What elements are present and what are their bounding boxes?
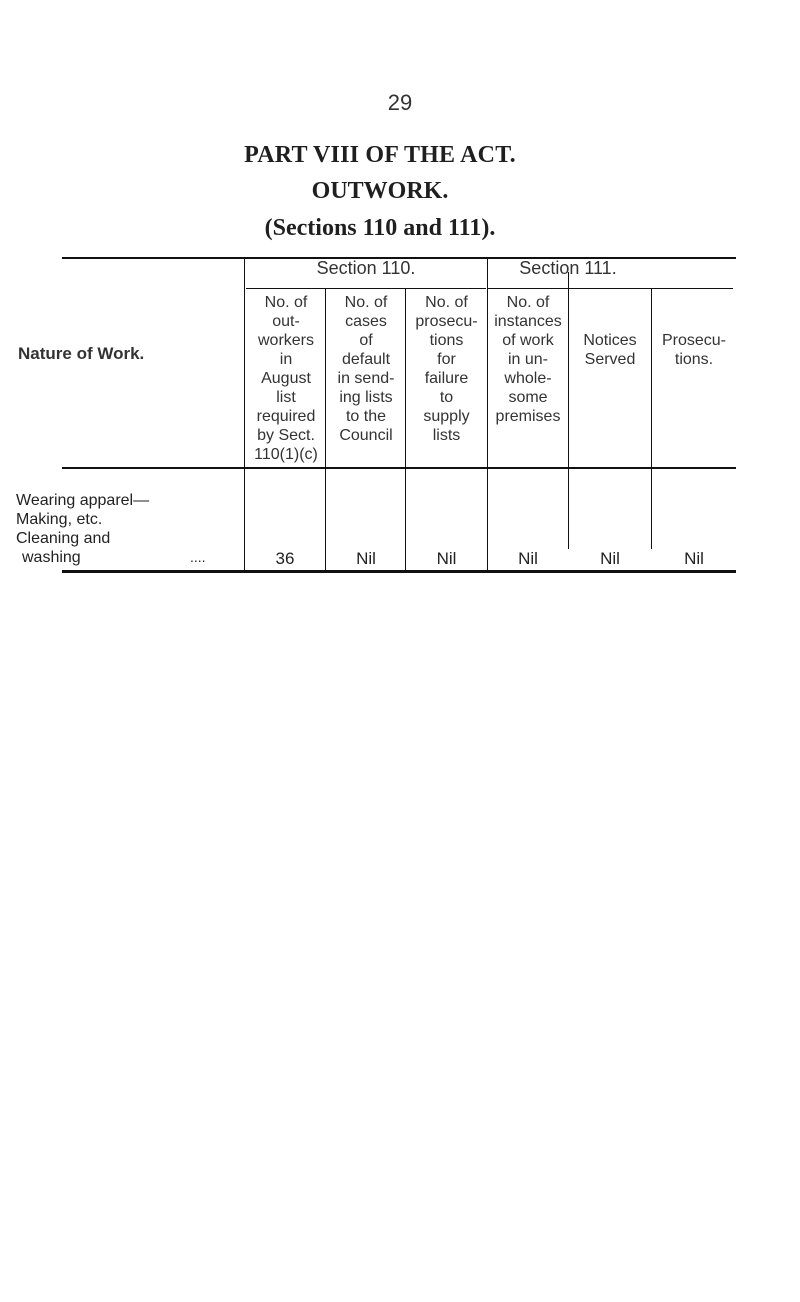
value-prosecutions-110: Nil	[436, 549, 457, 568]
section-111-label: Section 111.	[519, 258, 617, 278]
value-outworkers: 36	[275, 549, 295, 568]
value-notices: Nil	[600, 549, 620, 568]
nature-of-work-cell: Wearing apparel— Making, etc. Cleaning and washing	[16, 492, 150, 566]
col-divider-5	[568, 272, 569, 549]
col-header-outworkers: No. of out- workers in August list required by Sect. 110(1)(c)	[254, 294, 318, 463]
leader-dots: ....	[190, 549, 206, 565]
part-title: PART VIII OF THE ACT.	[244, 142, 516, 168]
table-bottom-rule	[62, 570, 736, 573]
section-111-rule	[488, 288, 733, 289]
outwork-title: OUTWORK.	[311, 178, 449, 204]
col-divider-6	[651, 288, 652, 549]
col-header-cases-default: No. of cases of default in send- ing lists to the Council	[337, 294, 395, 444]
col-header-instances: No. of instances of work in un- whole- some premises	[494, 294, 562, 425]
col-header-prosecutions-110: No. of prosecu- tions for failure to supply lists	[415, 294, 478, 444]
sections-subtitle: (Sections 110 and 111).	[264, 215, 496, 241]
col-header-notices: Notices Served	[583, 332, 637, 368]
header-bottom-rule	[62, 467, 736, 469]
nature-of-work-header: Nature of Work.	[18, 344, 145, 363]
value-cases-default: Nil	[356, 549, 376, 568]
value-instances: Nil	[518, 549, 538, 568]
section-110-label: Section 110.	[316, 258, 416, 278]
page-number: 29	[387, 90, 413, 115]
value-prosecutions-111: Nil	[684, 549, 704, 568]
section-110-rule	[246, 288, 486, 289]
col-header-prosecutions-111: Prosecu- tions.	[661, 332, 727, 368]
